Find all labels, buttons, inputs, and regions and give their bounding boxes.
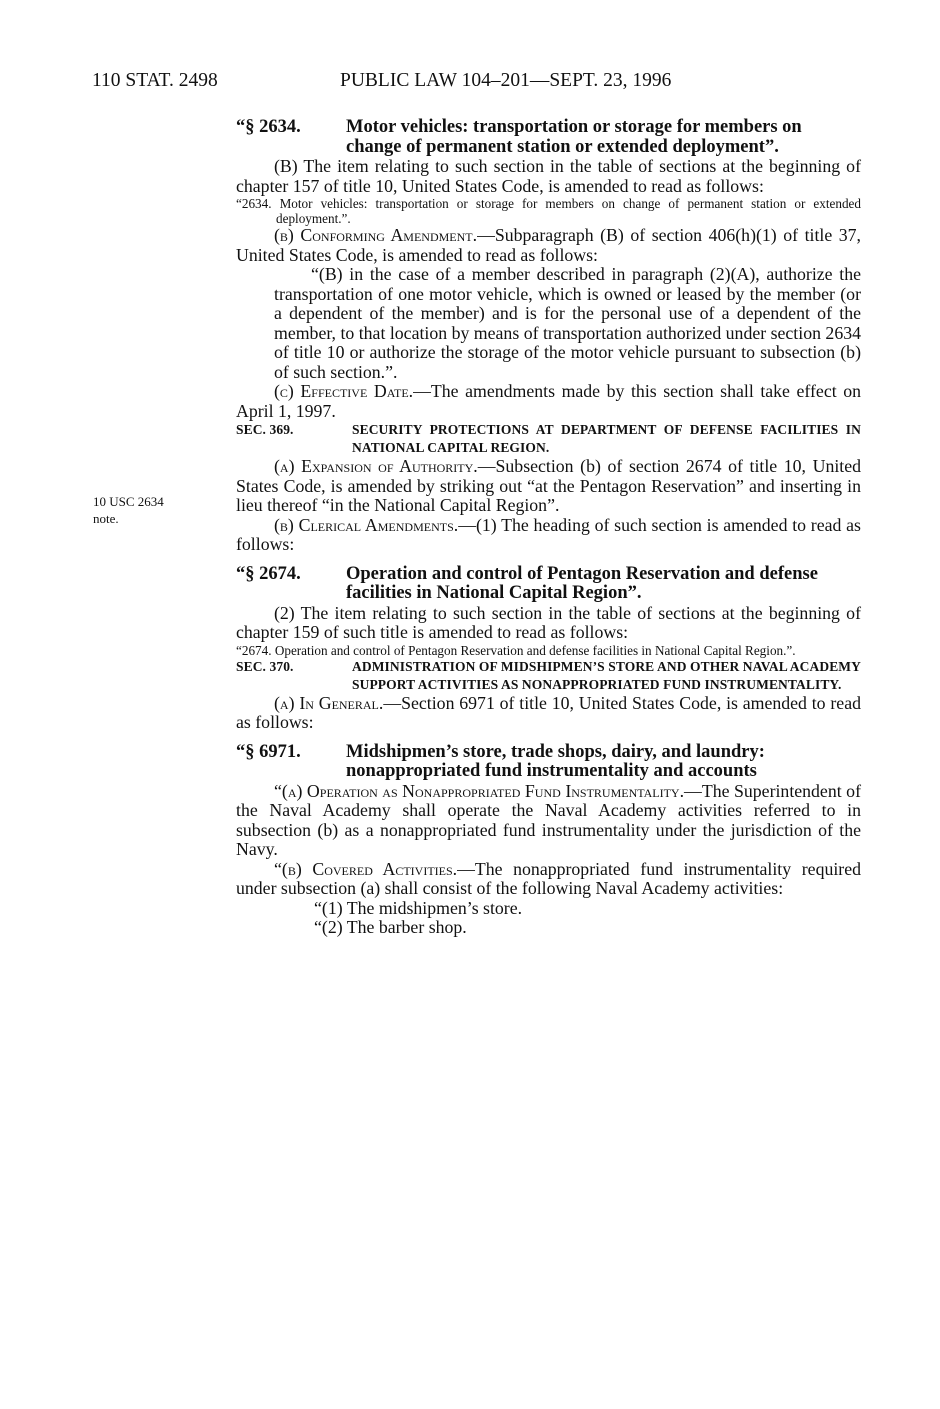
paragraph [236, 226, 861, 265]
section-title: ADMINISTRATION OF MIDSHIPMEN’S STORE AND OTHER NAVAL ACADEMY SUPPORT ACTIVITIES AS NONAPPROPRIATED FUND INSTRUMENTALITY. [352, 658, 861, 692]
paragraph [236, 782, 861, 860]
paragraph [236, 382, 861, 421]
section-number: “§ 2674. [236, 563, 301, 584]
page-reference: 110 STAT. 2498 [92, 70, 218, 91]
subsection-text: —Section 6971 of title 10, United States Code, is amended to read as follows: [236, 692, 861, 732]
section-number: SEC. 370. [236, 658, 294, 674]
section-title: SECURITY PROTECTIONS AT DEPARTMENT OF DEFENSE FACILITIES IN NATIONAL CAPITAL REGION. [352, 422, 861, 455]
margin-note-citation: 10 USC 2634 [93, 494, 164, 509]
quoted-subparagraph: “(B) in the case of a member described in paragraph (2)(A), authorize the transportation of one motor vehicle, which is owned or leased by the member (or a dependent of the member) and is for the personal use of a dependent of the member, to that location by means of transportation authorized under section 2634 of title 10 or authorize the storage of the motor vehicle pursuant to subsection (b) of such section.”. [274, 264, 861, 382]
subsection-text: —Subparagraph (B) of section 406(h)(1) of title 37, United States Code, is amended to read as follows: [236, 225, 861, 265]
subsection-caption: (a) Expansion of Authority. [274, 456, 478, 476]
section-heading-text: Motor vehicles: transportation or storage for members on change of permanent station or extended deployment”. [346, 117, 802, 157]
subsection-caption: (b) Clerical Amendments. [274, 514, 459, 535]
text-column [236, 118, 861, 938]
section-number: “§ 2634. [236, 117, 301, 137]
paragraph [236, 516, 861, 555]
section-heading-2634 [236, 118, 861, 157]
subsection-text: —The nonappropriated fund instrumentality required under subsection (a) shall consist of the following Naval Academy activities: [236, 858, 861, 898]
list-item: “(2) The barber shop. [314, 917, 467, 937]
section-number: SEC. 369. [236, 422, 294, 437]
subsection-caption: (a) In General. [274, 692, 384, 713]
section-heading-text: Midshipmen’s store, trade shops, dairy, and laundry: nonappropriated fund instrumentality and accounts [346, 741, 765, 781]
list-item: “(1) The midshipmen’s store. [314, 897, 523, 918]
subsection-text: —The amendments made by this section shall take effect on April 1, 1997. [236, 381, 862, 421]
margin-note-label: note. [93, 511, 119, 526]
section-number: “§ 6971. [236, 741, 301, 762]
margin-note [93, 493, 164, 527]
subsection-caption: “(b) Covered Activities. [274, 858, 458, 879]
paragraph: (2) The item relating to such section in the table of sections at the beginning of chapter 159 of such title is amended to read as follows: [236, 602, 861, 642]
law-reference: PUBLIC LAW 104–201—SEPT. 23, 1996 [340, 70, 672, 91]
paragraph [236, 860, 861, 899]
subsection-text: —(1) The heading of such section is amended to read as follows: [236, 514, 861, 554]
section-heading-text: Operation and control of Pentagon Reservation and defense facilities in National Capital Region”. [346, 563, 818, 603]
subsection-caption: “(a) Operation as Nonappropriated Fund Instrumentality. [274, 780, 685, 801]
table-item-2634: “2634. Motor vehicles: transportation or storage for members on change of permanent station or extended deployment.”. [236, 196, 861, 226]
table-item-2674: “2674. Operation and control of Pentagon Reservation and defense facilities in National Capital Region.”. [236, 642, 796, 658]
section-heading-2674 [236, 565, 861, 604]
section-heading-6971 [236, 743, 861, 782]
subsection-text: —Subsection (b) of section 2674 of title 10, United States Code, is amended by striking out “at the Pentagon Reservation” and inserting in lieu thereof “in the National Capital Region”. [236, 456, 861, 515]
subsection-caption: (b) Conforming Amendment. [274, 225, 478, 245]
section-369-heading [236, 421, 861, 457]
paragraph [236, 694, 861, 733]
subsection-caption: (c) Effective Date. [274, 381, 414, 401]
subsection-text: —The Superintendent of the Naval Academy shall operate the Naval Academy activities referred to in subsection (b) as a nonappropriated fund instrumentality under the jurisdiction of the Navy. [236, 780, 861, 859]
paragraph: (B) The item relating to such section in the table of sections at the beginning of chapter 157 of title 10, United States Code, is amended to read as follows: [236, 156, 861, 196]
paragraph [236, 457, 861, 516]
section-370-heading [236, 658, 861, 694]
